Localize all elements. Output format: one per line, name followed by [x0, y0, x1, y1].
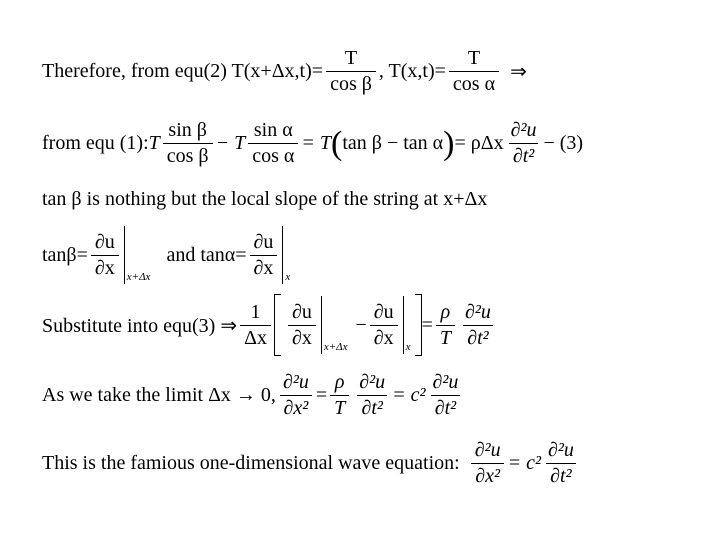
fraction-denominator: ∂t²	[463, 325, 492, 349]
derivative-eval-x-plus-dx	[88, 226, 125, 284]
equals-c-squared: = c²	[507, 452, 541, 474]
fraction-numerator: ∂²u	[464, 300, 491, 323]
fraction-numerator: ∂u	[94, 230, 115, 253]
implies-arrow: ⇒	[510, 61, 527, 83]
fraction-sin-beta-over-cos-beta	[163, 120, 213, 167]
tan-alpha-label: and tanα=	[166, 243, 247, 266]
fraction-numerator: sin α	[253, 119, 293, 141]
fraction-numerator: ∂u	[373, 300, 394, 323]
fraction-numerator: ∂u	[291, 300, 312, 323]
fraction-numerator: ρ	[334, 371, 345, 393]
fraction-du-dx	[370, 302, 398, 349]
equation-line-4: tanβ= $\frac{\partial u}{\partial x}$ $_{x+\Delta x}$ and tanα= $\frac{\partial u}{\partial x}$ $_x$	[42, 226, 290, 284]
slope-statement: tan β is nothing but the local slope of the string at x+Δx	[42, 188, 488, 210]
fraction-d2u-dt2	[507, 120, 541, 167]
fraction-d2u-dt2	[544, 440, 578, 487]
fraction-denominator: ∂x²	[471, 463, 504, 487]
fraction-numerator: sin β	[168, 119, 207, 141]
equals-c-squared: = c²	[392, 384, 426, 406]
fraction-numerator: ∂²u	[547, 439, 574, 461]
fraction-du-dx	[288, 302, 316, 349]
fraction-denominator: cos β	[326, 71, 376, 95]
line5-prefix: Substitute into equ(3) ⇒	[42, 314, 238, 337]
fraction-denominator: ∂x	[370, 325, 398, 349]
fraction-denominator: ∂t²	[431, 395, 460, 419]
fraction-denominator: T	[436, 325, 455, 349]
fraction-denominator: ∂x²	[280, 395, 313, 419]
fraction-denominator: ∂x	[250, 255, 278, 279]
line6-prefix: As we take the limit Δx → 0,	[42, 384, 276, 406]
fraction-denominator: ∂t²	[546, 463, 575, 487]
fraction-d2u-dt2	[461, 302, 495, 349]
equation-line-5: Substitute into equ(3) ⇒ $\frac{1}{\Delta x}$ $\frac{\partial u}{\partial x}$ $_{x+\Delta x}$ − $\frac{\partial u}{\partial x}$ $_x$ = $\frac{\rho}{T}$ $\frac{\text{∂²u}}{\text{∂t²}}$	[42, 294, 498, 356]
derivative-eval-x	[247, 226, 284, 284]
equation-line-3	[42, 188, 487, 211]
fraction-denominator: T	[330, 395, 349, 419]
fraction-one-over-dx	[240, 302, 271, 349]
line2-prefix: from equ (1):	[42, 132, 149, 154]
fraction-denominator: cos β	[163, 143, 213, 167]
fraction-rho-over-t	[330, 372, 349, 419]
fraction-d2u-dt2	[429, 372, 463, 419]
equation-line-1	[42, 48, 527, 95]
fraction-denominator: cos α	[449, 71, 499, 95]
fraction-denominator: Δx	[240, 325, 271, 349]
fraction-du-dx	[91, 232, 119, 279]
tan-beta-label: tanβ=	[42, 243, 88, 266]
fraction-numerator: ∂²u	[282, 371, 309, 393]
equation-tag: − (3)	[543, 132, 584, 154]
fraction-numerator: ρ	[440, 300, 451, 323]
right-bracket	[415, 294, 422, 356]
fraction-denominator: ∂x	[288, 325, 316, 349]
fraction-numerator: ∂²u	[510, 119, 537, 141]
fraction-denominator: ∂t²	[509, 143, 538, 167]
fraction-denominator: ∂x	[91, 255, 119, 279]
equals-tension: = T	[301, 132, 331, 154]
fraction-numerator: 1	[250, 300, 261, 323]
fraction-rho-over-t	[436, 302, 455, 349]
fraction-d2u-dt2	[355, 372, 389, 419]
minus-sign: −	[355, 313, 367, 336]
fraction-numerator: T	[467, 47, 481, 69]
equals-sign: =	[315, 384, 328, 406]
derivative-eval-x	[367, 296, 404, 354]
fraction-denominator: cos α	[248, 143, 298, 167]
fraction-t-over-cos-alpha	[449, 48, 499, 95]
equals-sign: =	[421, 313, 433, 336]
line1-prefix: Therefore, from equ(2) T(x+Δx,t)=	[42, 60, 324, 82]
fraction-numerator: ∂u	[253, 230, 274, 253]
fraction-numerator: T	[344, 47, 358, 69]
rhs-rho-dx: = ρΔx	[454, 132, 504, 154]
equation-line-7	[42, 440, 581, 487]
line1-mid: , T(x,t)=	[378, 60, 446, 82]
fraction-denominator: ∂t²	[357, 395, 386, 419]
minus-tension: − T	[215, 132, 246, 154]
fraction-numerator: ∂²u	[432, 371, 459, 393]
fraction-d2u-dx2	[279, 372, 313, 419]
equation-line-6	[42, 372, 465, 419]
tension-symbol: T	[148, 132, 160, 154]
tan-difference: tan β − tan α	[342, 132, 444, 154]
fraction-sin-alpha-over-cos-alpha	[248, 120, 298, 167]
left-bracket	[274, 294, 281, 356]
fraction-numerator: ∂²u	[474, 439, 501, 461]
fraction-numerator: ∂²u	[359, 371, 386, 393]
fraction-t-over-cos-beta	[326, 48, 376, 95]
fraction-du-dx	[250, 232, 278, 279]
equation-line-2: from equ (1): T $\frac{\text{sin β}}{\text{cos β}}$ − T $\frac{\text{sin α}}{\text{cos α}}$ = T ( tan β − tan α ) = ρΔx $\frac{\text{∂²u}}{\text{∂t²}}$ − (3)	[42, 119, 584, 167]
fraction-d2u-dx2	[471, 440, 505, 487]
derivative-eval-x-plus-dx	[285, 296, 322, 354]
line7-prefix: This is the famious one-dimensional wave equation:	[42, 452, 460, 474]
